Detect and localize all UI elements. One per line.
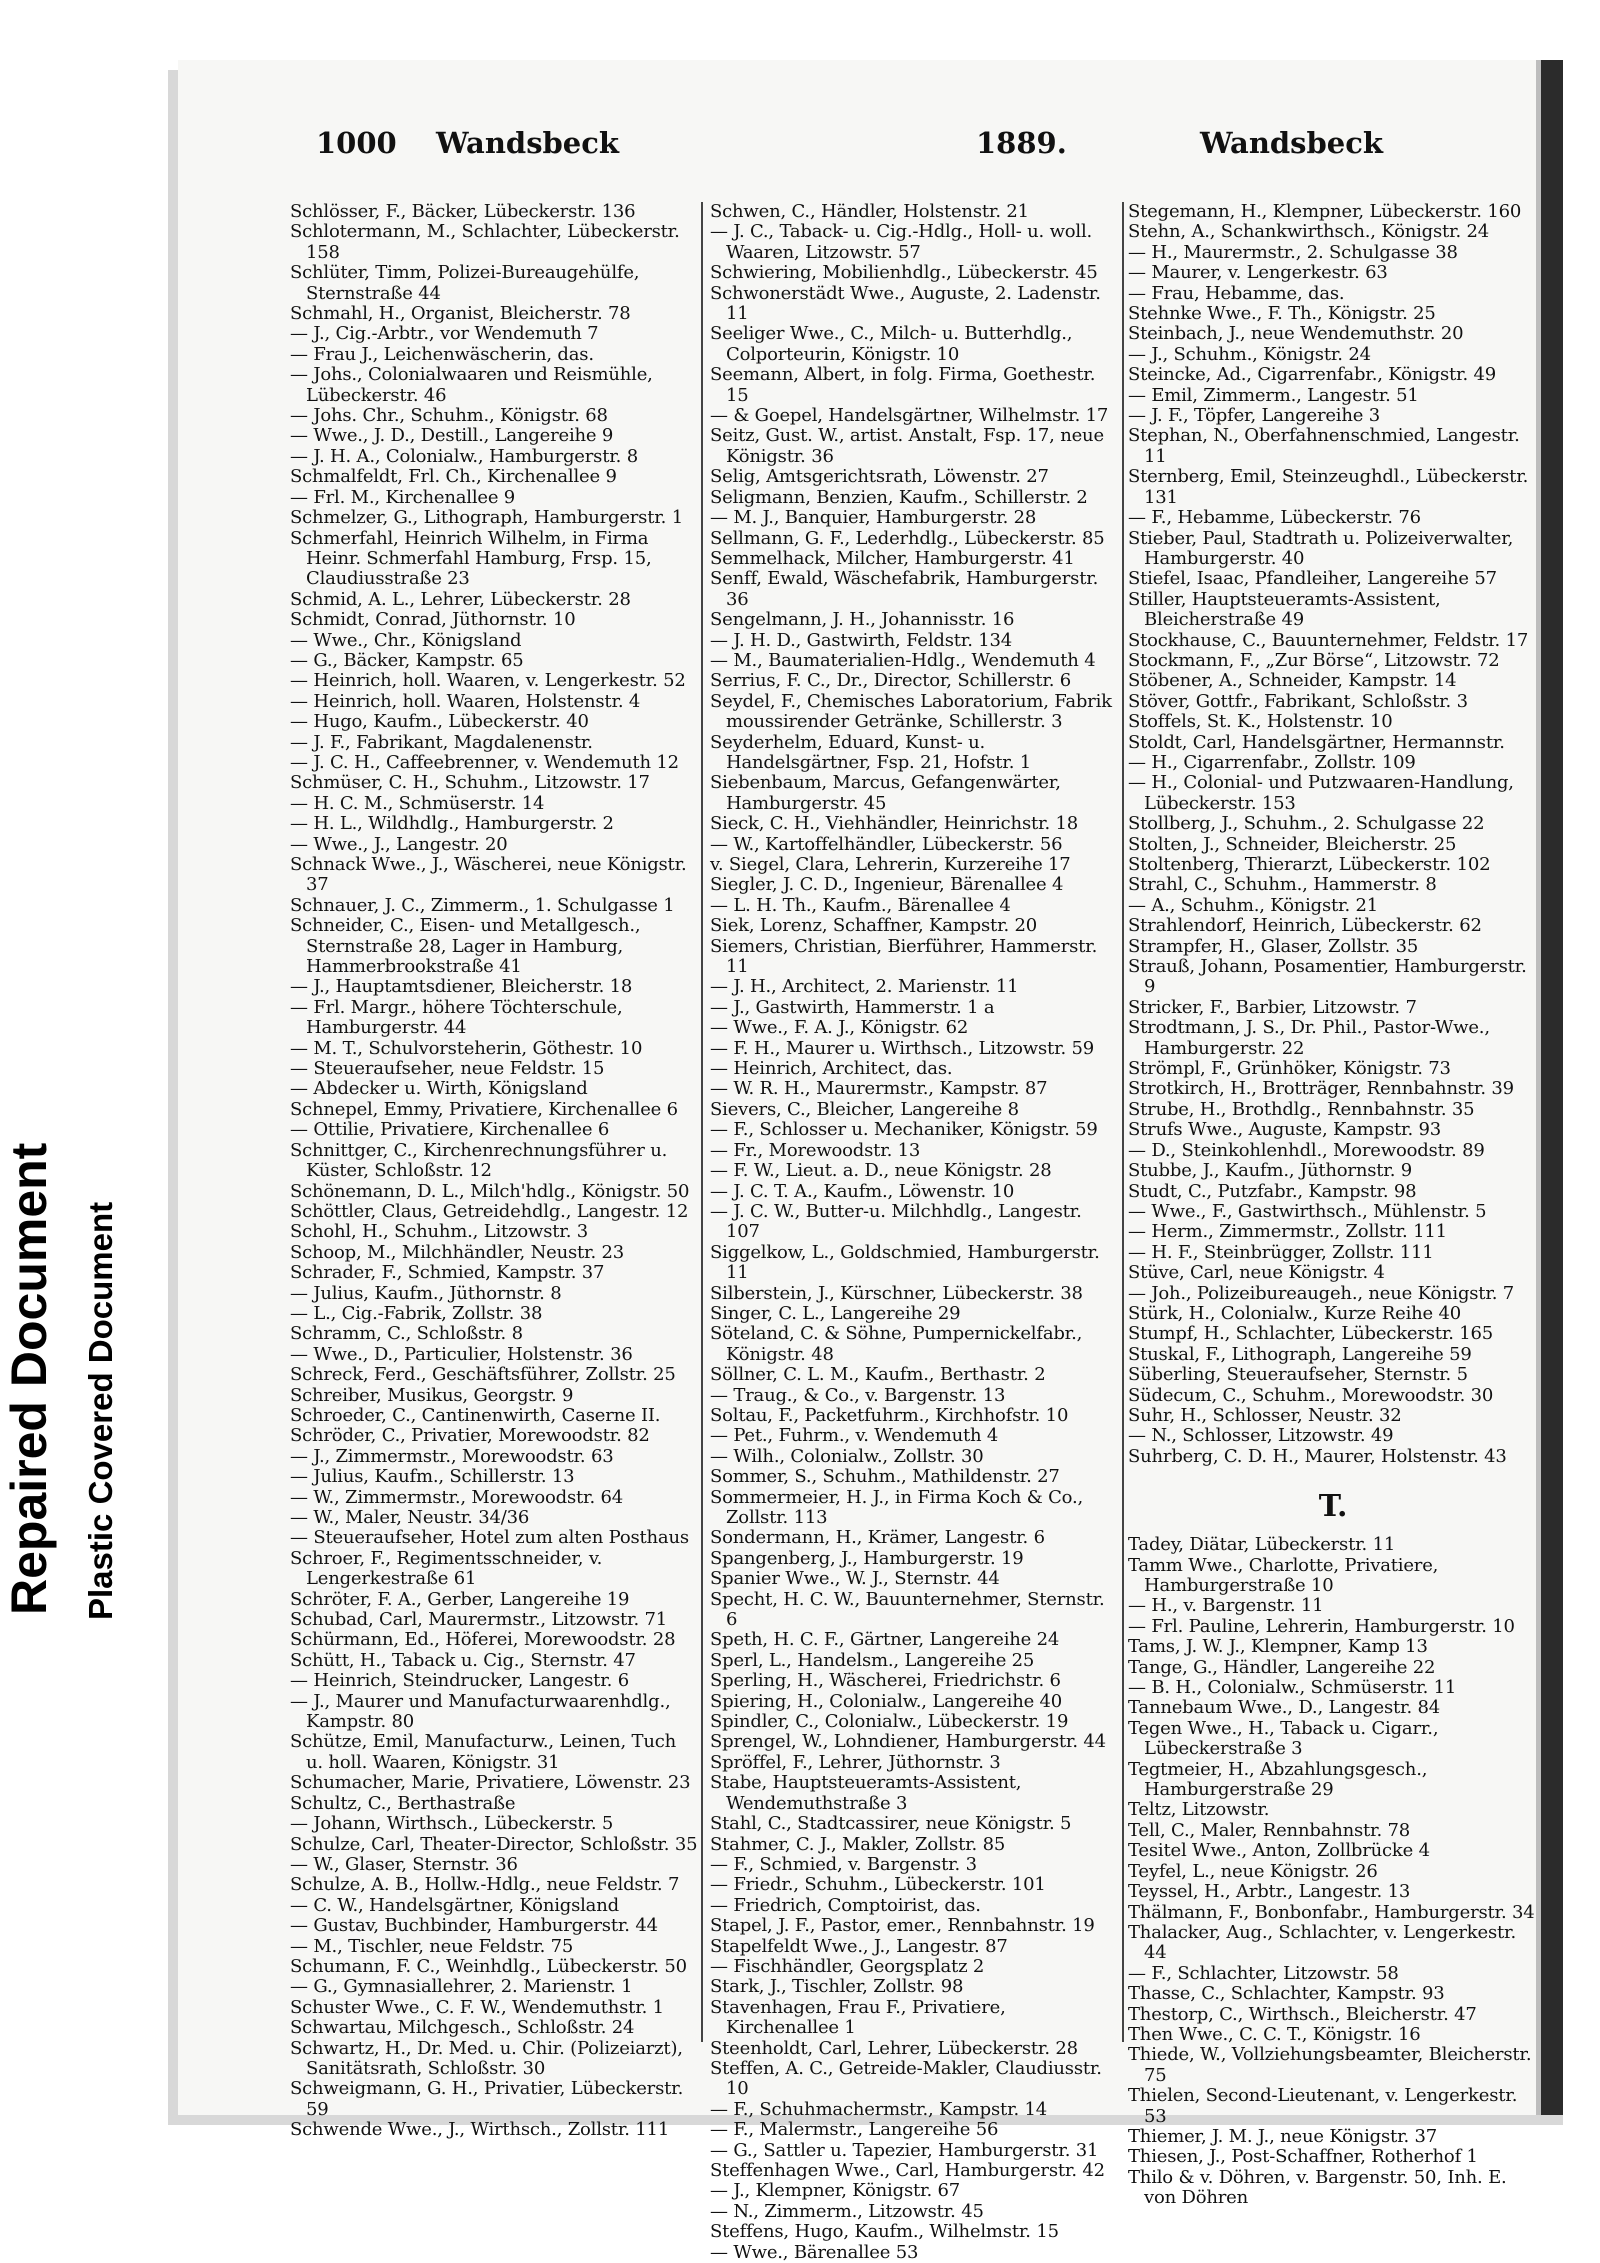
directory-entry: Steffenhagen Wwe., Carl, Hamburgerstr. 42 [710,2160,1105,2181]
directory-entry: Seitz, Gust. W., artist. Anstalt, Fsp. 17, neue Königstr. 36 [710,425,1104,467]
directory-entry: Schreiber, Musikus, Georgstr. 9 [290,1384,574,1406]
directory-entry: — Hugo, Kaufm., Lübeckerstr. 40 [290,711,589,733]
directory-entry: Thiesen, J., Post-Schaffner, Rotherhof 1 [1128,2146,1478,2168]
directory-entry: Seeliger Wwe., C., Milch- u. Butterhdlg., Colporteurin, Königstr. 10 [710,323,1073,365]
directory-entry: Soltau, F., Packetfuhrm., Kirchhofstr. 10 [710,1404,1069,1426]
directory-entry: — Johs., Colonialwaaren und Reismühle, Lübeckerstr. 46 [290,364,653,406]
directory-entry: — Traug., & Co., v. Bargenstr. 13 [710,1384,1006,1406]
directory-entry: Stabe, Hauptsteueramts-Assistent, Wendemuthstraße 3 [710,1772,1022,1814]
page-number: 1000 [316,126,397,160]
directory-entry: Tange, G., Händler, Langereihe 22 [1128,1656,1436,1678]
directory-entry: Speth, H. C. F., Gärtner, Langereihe 24 [710,1629,1060,1651]
directory-entry: Strömpl, F., Grünhöker, Königstr. 73 [1128,1058,1451,1080]
directory-entry: Strauß, Johann, Posamentier, Hamburgerstr. 9 [1128,956,1527,998]
directory-entry: — Wwe., D., Particulier, Holstenstr. 36 [290,1343,633,1365]
directory-entry: Seligmann, Benzien, Kaufm., Schillerstr. 2 [710,486,1088,508]
plastic-covered-label: Plastic Covered Document [82,1201,119,1620]
directory-entry: Thiede, W., Vollziehungsbeamter, Bleicherstr. 75 [1128,2044,1532,2086]
directory-entry: — J., Zimmermstr., Morewoodstr. 63 [290,1445,614,1467]
directory-entry: Schwonerstädt Wwe., Auguste, 2. Ladenstr. 11 [710,282,1101,325]
directory-entry: Strahl, C., Schuhm., Hammerstr. 8 [1128,874,1437,896]
directory-entry: Schönemann, D. L., Milch'hdlg., Königstr. 50 [290,1180,690,1202]
directory-entry: Siegler, J. C. D., Ingenieur, Bärenallee 4 [710,874,1064,896]
directory-entry: — Heinrich, Steindrucker, Langestr. 6 [290,1670,629,1692]
directory-entry: Stöver, Gottfr., Fabrikant, Schloßstr. 3 [1128,690,1468,712]
directory-entry: Stieber, Paul, Stadtrath u. Polizeiverwalter, Hamburgerstr. 40 [1128,527,1514,569]
directory-entry: Thälmann, F., Bonbonfabr., Hamburgerstr. 34 [1128,1901,1535,1923]
directory-entry: — F. H., Maurer u. Wirthsch., Litzowstr. 59 [710,1037,1095,1059]
directory-entry: — J. F., Töpfer, Langereihe 3 [1128,405,1380,427]
directory-entry: — Pet., Fuhrm., v. Wendemuth 4 [710,1425,999,1447]
directory-entry: Sprengel, W., Lohndiener, Hamburgerstr. 44 [710,1731,1106,1753]
directory-entry: Sengelmann, J. H., Johannisstr. 16 [710,609,1015,631]
directory-entry: Schröter, F. A., Gerber, Langereihe 19 [290,1588,630,1610]
directory-entry: Schmidt, Conrad, Jüthornstr. 10 [290,609,576,631]
header-year: 1889. [976,126,1067,160]
directory-entry: Stegemann, H., Klempner, Lübeckerstr. 160 [1128,201,1522,222]
directory-entry: — Wwe., F., Gastwirthsch., Mühlenstr. 5 [1128,1200,1487,1222]
directory-entry: Strampfer, H., Glaser, Zollstr. 35 [1128,935,1419,957]
directory-entry: Stahmer, C. J., Makler, Zollstr. 85 [710,1833,1006,1855]
directory-entry: Schlotermann, M., Schlachter, Lübeckerstr. 158 [290,221,680,263]
directory-entry: — H., Cigarrenfabr., Zollstr. 109 [1128,751,1416,773]
directory-entry: Schwende Wwe., J., Wirthsch., Zollstr. 111 [290,2119,670,2141]
directory-entry: — F., Schuhmachermstr., Kampstr. 14 [710,2098,1048,2120]
directory-entry: Sternberg, Emil, Steinzeughdl., Lübeckerstr. 131 [1128,466,1529,508]
directory-entry: Stiller, Hauptsteueramts-Assistent, Bleicherstraße 49 [1128,588,1441,631]
directory-entry: — J. C., Taback- u. Cig.-Hdlg., Holl- u. woll. Waaren, Litzowstr. 57 [710,221,1093,263]
directory-entry: Serrius, F. C., Dr., Director, Schillerstr. 6 [710,670,1072,692]
directory-entry: — Wwe., J., Langestr. 20 [290,833,508,855]
directory-column-1 [290,201,698,2141]
directory-entry: — J. C. T. A., Kaufm., Löwenstr. 10 [710,1180,1015,1202]
directory-entry: Tesitel Wwe., Anton, Zollbrücke 4 [1128,1840,1430,1862]
directory-entry: Strahlendorf, Heinrich, Lübeckerstr. 62 [1128,915,1482,937]
directory-entry: Thalacker, Aug., Schlachter, v. Lengerkestr. 44 [1128,1921,1516,1964]
directory-entry: Schnittger, C., Kirchenrechnungsführer u. Küster, Schloßstr. 12 [290,1139,668,1182]
directory-entry: Stubbe, J., Kaufm., Jüthornstr. 9 [1128,1160,1413,1182]
directory-entry: Stolten, J., Schneider, Bleicherstr. 25 [1128,833,1457,855]
directory-entry: — J. F., Fabrikant, Magdalenenstr. [290,731,593,753]
directory-entry: Singer, C. L., Langereihe 29 [710,1302,961,1324]
directory-entry: Seydel, F., Chemisches Laboratorium, Fabrik moussirender Getränke, Schillerstr. 3 [710,690,1112,733]
directory-entry: Stephan, N., Oberfahnenschmied, Langestr. 11 [1128,425,1520,467]
directory-entry: Stollberg, J., Schuhm., 2. Schulgasse 22 [1128,813,1485,835]
directory-entry: Stapel, J. F., Pastor, emer., Rennbahnstr. 19 [710,1915,1095,1937]
directory-entry: Tannebaum Wwe., D., Langestr. 84 [1128,1697,1440,1719]
directory-entry: Teyfel, L., neue Königstr. 26 [1128,1860,1378,1882]
directory-entry: — H. C. M., Schmüserstr. 14 [290,792,545,814]
directory-entry: Stehnke Wwe., F. Th., Königstr. 25 [1128,303,1436,325]
directory-entry: — M. T., Schulvorsteherin, Göthestr. 10 [290,1037,643,1059]
directory-entry: — M. J., Banquier, Hamburgerstr. 28 [710,507,1037,529]
directory-entry: Schroer, F., Regimentsschneider, v. Lengerkestraße 61 [290,1547,603,1590]
directory-entry: Strube, H., Brothdlg., Rennbahnstr. 35 [1128,1098,1475,1120]
directory-entry: — J., Maurer und Manufacturwaarenhdlg., Kampstr. 80 [290,1690,671,1733]
directory-entry: Stürk, H., Colonialw., Kurze Reihe 40 [1128,1302,1461,1324]
directory-entry: Schumacher, Marie, Privatiere, Löwenstr. 23 [290,1772,691,1794]
directory-entry: — F., Schmied, v. Bargenstr. 3 [710,1853,977,1875]
directory-entry: Steffen, A. C., Getreide-Makler, Claudiusstr. 10 [710,2057,1102,2100]
directory-entry: Schwiering, Mobilienhdlg., Lübeckerstr. 45 [710,262,1098,284]
directory-entry: Schmid, A. L., Lehrer, Lübeckerstr. 28 [290,588,631,610]
directory-entry: Stricker, F., Barbier, Litzowstr. 7 [1128,996,1417,1018]
directory-entry: Steffens, Hugo, Kaufm., Wilhelmstr. 15 [710,2221,1059,2243]
directory-entry: — W., Glaser, Sternstr. 36 [290,1853,518,1875]
directory-entry: Strodtmann, J. S., Dr. Phil., Pastor-Wwe., Hamburgerstr. 22 [1128,1017,1490,1059]
directory-entry: — Fischhändler, Georgsplatz 2 [710,1955,985,1977]
directory-entry: Schubad, Carl, Maurermstr., Litzowstr. 71 [290,1609,667,1631]
directory-entry: Schroeder, C., Cantinenwirth, Caserne II. [290,1404,661,1426]
directory-entry: Specht, H. C. W., Bauunternehmer, Sternstr. 6 [710,1588,1105,1631]
directory-entry: Stoffels, St. K., Holstenstr. 10 [1128,711,1393,733]
directory-entry: Seyderhelm, Eduard, Kunst- u. Handelsgärtner, Fsp. 21, Hofstr. 1 [710,731,1032,773]
directory-entry: Thiemer, J. M. J., neue Königstr. 37 [1128,2125,1438,2147]
directory-entry: — Heinrich, holl. Waaren, v. Lengerkestr. 52 [290,670,686,692]
directory-entry: — W., Maler, Neustr. 34/36 [290,1507,530,1528]
directory-entry: Stavenhagen, Frau F., Privatiere, Kirchenallee 1 [710,1996,1006,2039]
directory-entry: Thasse, C., Schlachter, Kampstr. 93 [1128,1983,1445,2005]
directory-entry: — Wwe., J. D., Destill., Langereihe 9 [290,425,614,447]
directory-entry: — Heinrich, holl. Waaren, Holstenstr. 4 [290,690,641,712]
directory-entry: — M., Baumaterialien-Hdlg., Wendemuth 4 [710,649,1096,671]
directory-entry: — H., Maurermstr., 2. Schulgasse 38 [1128,241,1458,263]
directory-entry: — Julius, Kaufm., Schillerstr. 13 [290,1466,575,1488]
directory-entry: — C. W., Handelsgärtner, Königsland [290,1894,619,1916]
directory-entry: Teltz, Litzowstr. [1128,1799,1270,1821]
directory-entry: Schmalfeldt, Frl. Ch., Kirchenallee 9 [290,466,617,488]
directory-entry: Schreck, Ferd., Geschäftsführer, Zollstr. 25 [290,1364,676,1386]
directory-entry: Stehn, A., Schankwirthsch., Königstr. 24 [1128,221,1490,243]
directory-entry: Tamm Wwe., Charlotte, Privatiere, Hamburgerstraße 10 [1128,1554,1439,1596]
column-rule [701,202,703,2042]
directory-entry: — M., Tischler, neue Feldstr. 75 [290,1935,574,1957]
directory-entry: Schoop, M., Milchhändler, Neustr. 23 [290,1241,625,1263]
directory-entry: Tell, C., Maler, Rennbahnstr. 78 [1128,1819,1411,1841]
directory-entry: — Wwe., Chr., Königsland [290,629,522,651]
directory-entry: Sieck, C. H., Viehhändler, Heinrichstr. 18 [710,813,1078,835]
directory-entry: — Johann, Wirthsch., Lübeckerstr. 5 [290,1813,614,1835]
directory-entry: Thilo & v. Döhren, v. Bargenstr. 50, Inh. E. von Döhren [1128,2166,1507,2209]
directory-entry: Tadey, Diätar, Lübeckerstr. 11 [1128,1534,1396,1556]
directory-entry: Schürmann, Ed., Höferei, Morewoodstr. 28 [290,1629,676,1651]
directory-entry: Sievers, C., Bleicher, Langereihe 8 [710,1098,1019,1120]
directory-entry: — & Goepel, Handelsgärtner, Wilhelmstr. 17 [710,405,1109,427]
directory-entry: — Frl. M., Kirchenallee 9 [290,486,516,508]
directory-entry: Senff, Ewald, Wäschefabrik, Hamburgerstr. 36 [710,568,1099,610]
directory-column-3 [1128,201,1538,2209]
directory-entry: Sellmann, G. F., Lederhdlg., Lübeckerstr. 85 [710,527,1105,549]
section-letter: T. [1318,1489,1348,1525]
directory-entry: Schmerfahl, Heinrich Wilhelm, in Firma Heinr. Schmerfahl Hamburg, Frsp. 15, Claudiusstraße 23 [290,527,652,590]
directory-entry: — G., Sattler u. Tapezier, Hamburgerstr. 31 [710,2139,1099,2161]
directory-entry: Schmahl, H., Organist, Bleicherstr. 78 [290,303,631,325]
book-spine [1541,60,1563,2115]
directory-entry: — F., Schlachter, Litzowstr. 58 [1128,1962,1399,1984]
directory-entry: — F., Malermstr., Langereihe 56 [710,2119,999,2141]
directory-entry: — A., Schuhm., Königstr. 21 [1128,894,1379,916]
directory-page [178,60,1563,2263]
directory-entry: — Wwe., F. A. J., Königstr. 62 [710,1017,969,1039]
directory-entry: Schnauer, J. C., Zimmerm., 1. Schulgasse 1 [290,894,675,916]
directory-entry: — L. H. Th., Kaufm., Bärenallee 4 [710,894,1011,916]
directory-entry: Thielen, Second-Lieutenant, v. Lengerkestr. 53 [1128,2085,1518,2127]
directory-entry: — Maurer, v. Lengerkestr. 63 [1128,262,1388,284]
directory-entry: Schulze, A. B., Hollw.-Hdlg., neue Feldstr. 7 [290,1874,680,1896]
directory-entry: Schuster Wwe., C. F. W., Wendemuthstr. 1 [290,1996,664,2018]
directory-entry: Schwen, C., Händler, Holstenstr. 21 [710,201,1029,222]
directory-entry: Spiering, H., Colonialw., Langereihe 40 [710,1690,1063,1712]
directory-entry: — Friedr., Schuhm., Lübeckerstr. 101 [710,1874,1046,1896]
directory-entry: Selig, Amtsgerichtsrath, Löwenstr. 27 [710,466,1049,488]
directory-entry: Stuskal, F., Lithograph, Langereihe 59 [1128,1343,1472,1365]
directory-entry: Sperling, H., Wäscherei, Friedrichstr. 6 [710,1670,1061,1692]
directory-entry: — H., Colonial- und Putzwaaren-Handlung, Lübeckerstr. 153 [1128,772,1514,814]
directory-entry: Strufs Wwe., Auguste, Kampstr. 93 [1128,1119,1441,1141]
directory-entry: — Steueraufseher, Hotel zum alten Posthaus [290,1527,689,1549]
directory-entry: — H., v. Bargenstr. 11 [1128,1595,1324,1617]
directory-entry: Schumann, F. C., Weinhdlg., Lübeckerstr. 50 [290,1955,687,1977]
directory-entry: Schöttler, Claus, Getreidehdlg., Langestr. 12 [290,1200,689,1222]
directory-entry: Strotkirch, H., Brotträger, Rennbahnstr. 39 [1128,1078,1514,1100]
directory-entry: — J., Hauptamtsdiener, Bleicherstr. 18 [290,976,633,998]
header-title-left: Wandsbeck [436,126,620,160]
directory-entry: Studt, C., Putzfabr., Kampstr. 98 [1128,1180,1417,1202]
directory-entry: — Herm., Zimmermstr., Zollstr. 111 [1128,1221,1447,1243]
directory-entry: Tegen Wwe., H., Taback u. Cigarr., Lübeckerstraße 3 [1128,1717,1439,1760]
directory-entry: — G., Gymnasiallehrer, 2. Marienstr. 1 [290,1976,633,1998]
directory-entry: — W. R. H., Maurermstr., Kampstr. 87 [710,1078,1048,1100]
directory-entry: Spröffel, F., Lehrer, Jüthornstr. 3 [710,1751,1001,1773]
directory-entry: — L., Cig.-Fabrik, Zollstr. 38 [290,1302,543,1324]
directory-entry: Schnack Wwe., J., Wäscherei, neue Königstr. 37 [290,854,687,896]
directory-entry: Schneider, C., Eisen- und Metallgesch., Sternstraße 28, Lager in Hamburg, Hammerbrookstraße 41 [290,915,641,978]
directory-entry: Schmüser, C. H., Schuhm., Litzowstr. 17 [290,772,650,794]
directory-entry: — Frau, Hebamme, das. [1128,282,1345,304]
column-rule [1122,202,1124,2042]
directory-entry: Seemann, Albert, in folg. Firma, Goethestr. 15 [710,364,1096,406]
directory-entry: Südecum, C., Schuhm., Morewoodstr. 30 [1128,1384,1494,1406]
repaired-document-label: Repaired Document [1,1142,57,1615]
directory-entry: — J., Schuhm., Königstr. 24 [1128,343,1371,365]
directory-entry: Schnepel, Emmy, Privatiere, Kirchenallee 6 [290,1098,678,1120]
directory-entry: Sondermann, H., Krämer, Langestr. 6 [710,1527,1045,1549]
directory-entry: — Joh., Polizeibureaugeh., neue Königstr. 7 [1128,1282,1515,1304]
directory-entry: — Gustav, Buchbinder, Hamburgerstr. 44 [290,1915,658,1937]
directory-entry: Tegtmeier, H., Abzahlungsgesch., Hamburgerstraße 29 [1128,1758,1428,1801]
directory-entry: v. Siegel, Clara, Lehrerin, Kurzereihe 17 [710,854,1071,875]
directory-entry: Steinbach, J., neue Wendemuthstr. 20 [1128,323,1464,345]
directory-entry: Schwartau, Milchgesch., Schloßstr. 24 [290,2017,635,2039]
directory-entry: Suhrberg, C. D. H., Maurer, Holstenstr. 43 [1128,1445,1507,1467]
directory-entry: — J. H. D., Gastwirth, Feldstr. 134 [710,629,1013,651]
directory-entry: — Ottilie, Privatiere, Kirchenallee 6 [290,1119,610,1141]
directory-entry: Schlösser, F., Bäcker, Lübeckerstr. 136 [290,201,636,222]
directory-entry: Söllner, C. L. M., Kaufm., Berthastr. 2 [710,1364,1046,1386]
directory-entry: Silberstein, J., Kürschner, Lübeckerstr. 38 [710,1282,1083,1304]
directory-entry: Sommermeier, H. J., in Firma Koch & Co., Zollstr. 113 [710,1486,1084,1528]
directory-entry: — B. H., Colonialw., Schmüserstr. 11 [1128,1677,1457,1699]
directory-entry: Stahl, C., Stadtcassirer, neue Königstr. 5 [710,1813,1072,1835]
header-title-right: Wandsbeck [1199,126,1383,160]
directory-entry: Stoltenberg, Thierarzt, Lübeckerstr. 102 [1128,854,1491,875]
directory-entry: Stockmann, F., „Zur Börse“, Litzowstr. 72 [1128,649,1500,671]
directory-entry: — J. H., Architect, 2. Marienstr. 11 [710,976,1019,998]
directory-entry: — Steueraufseher, neue Feldstr. 15 [290,1058,605,1080]
directory-entry: Teyssel, H., Arbtr., Langestr. 13 [1128,1881,1411,1903]
directory-entry: Semmelhack, Milcher, Hamburgerstr. 41 [710,547,1075,569]
directory-entry: — Abdecker u. Wirth, Königsland [290,1078,588,1100]
directory-entry: Schütze, Emil, Manufacturw., Leinen, Tuch u. holl. Waaren, Königstr. 31 [290,1731,676,1773]
directory-entry: — Frl. Pauline, Lehrerin, Hamburgerstr. 10 [1128,1615,1515,1637]
directory-entry: — N., Schlosser, Litzowstr. 49 [1128,1425,1394,1447]
directory-entry: Süberling, Steueraufseher, Sternstr. 5 [1128,1364,1468,1386]
directory-entry: Schlüter, Timm, Polizei-Bureaugehülfe, Sternstraße 44 [290,262,640,304]
directory-entry: Stöbener, A., Schneider, Kampstr. 14 [1128,670,1457,692]
directory-entry: — F., Schlosser u. Mechaniker, Königstr. 59 [710,1119,1098,1141]
directory-entry: Schmelzer, G., Lithograph, Hamburgerstr. 1 [290,507,683,529]
directory-entry: Schultz, C., Berthastraße [290,1792,516,1814]
directory-entry: — J. C. W., Butter-u. Milchhdlg., Langestr. 107 [710,1200,1082,1243]
directory-entry: Steincke, Ad., Cigarrenfabr., Königstr. 49 [1128,364,1497,386]
directory-entry: — J. C. H., Caffeebrenner, v. Wendemuth 12 [290,751,679,773]
directory-entry: — F. W., Lieut. a. D., neue Königstr. 28 [710,1160,1052,1182]
directory-entry: — W., Kartoffelhändler, Lübeckerstr. 56 [710,833,1063,855]
directory-entry: — J., Cig.-Arbtr., vor Wendemuth 7 [290,323,599,345]
directory-entry: — N., Zimmerm., Litzowstr. 45 [710,2200,984,2222]
directory-entry: Spangenberg, J., Hamburgerstr. 19 [710,1547,1024,1569]
directory-entry: Siemers, Christian, Bierführer, Hammerstr. 11 [710,935,1098,978]
directory-entry: Stark, J., Tischler, Zollstr. 98 [710,1976,964,1998]
directory-entry: Steenholdt, Carl, Lehrer, Lübeckerstr. 28 [710,2037,1078,2059]
directory-entry: — G., Bäcker, Kampstr. 65 [290,649,524,671]
directory-entry: Spindler, C., Colonialw., Lübeckerstr. 19 [710,1711,1069,1733]
directory-entry: — Wilh., Colonialw., Zollstr. 30 [710,1445,984,1467]
directory-entry: Stockhause, C., Bauunternehmer, Feldstr. 17 [1128,629,1529,651]
directory-entry: Sommer, S., Schuhm., Mathildenstr. 27 [710,1466,1060,1488]
directory-entry: Schohl, H., Schuhm., Litzowstr. 3 [290,1221,588,1243]
directory-entry: — Emil, Zimmerm., Langestr. 51 [1128,384,1419,406]
directory-entry: — J. H. A., Colonialw., Hamburgerstr. 8 [290,445,638,467]
directory-entry: Schramm, C., Schloßstr. 8 [290,1323,523,1345]
directory-entry: Stumpf, H., Schlachter, Lübeckerstr. 165 [1128,1323,1494,1345]
directory-entry: — H. F., Steinbrügger, Zollstr. 111 [1128,1241,1434,1263]
directory-entry: — W., Zimmermstr., Morewoodstr. 64 [290,1486,624,1508]
directory-entry: Siek, Lorenz, Schaffner, Kampstr. 20 [710,915,1038,937]
directory-entry: — D., Steinkohlenhdl., Morewoodstr. 89 [1128,1139,1485,1161]
directory-entry: — J., Klempner, Königstr. 67 [710,2180,960,2202]
directory-entry: — Wwe., Bärenallee 53 [710,2241,919,2263]
directory-entry: Schulze, Carl, Theater-Director, Schloßstr. 35 [290,1833,698,1855]
directory-entry: — Johs. Chr., Schuhm., Königstr. 68 [290,405,608,427]
directory-entry: Schrader, F., Schmied, Kampstr. 37 [290,1262,605,1284]
directory-entry: — Frau J., Leichenwäscherin, das. [290,343,594,365]
directory-entry: — F., Hebamme, Lübeckerstr. 76 [1128,507,1421,529]
directory-entry: Spanier Wwe., W. J., Sternstr. 44 [710,1568,1000,1590]
directory-entry: — H. L., Wildhdlg., Hamburgerstr. 2 [290,813,614,835]
directory-entry: — Julius, Kaufm., Jüthornstr. 8 [290,1282,562,1304]
directory-entry: Thestorp, C., Wirthsch., Bleicherstr. 47 [1128,2003,1477,2025]
directory-entry: Then Wwe., C. C. T., Königstr. 16 [1128,2023,1421,2045]
directory-entry: Schwartz, H., Dr. Med. u. Chir. (Polizeiarzt), Sanitätsrath, Schloßstr. 30 [290,2037,683,2079]
directory-entry: Stapelfeldt Wwe., J., Langestr. 87 [710,1935,1008,1957]
directory-entry: Stiefel, Isaac, Pfandleiher, Langereihe 57 [1128,568,1497,590]
page-header [316,118,1473,168]
directory-entry: Schweigmann, G. H., Privatier, Lübeckerstr. 59 [290,2078,684,2120]
directory-entry: Stoldt, Carl, Handelsgärtner, Hermannstr. [1128,731,1505,753]
directory-entry: — Friedrich, Comptoirist, das. [710,1894,981,1916]
directory-entry: — Heinrich, Architect, das. [710,1058,953,1080]
directory-entry: Suhr, H., Schlosser, Neustr. 32 [1128,1404,1402,1426]
directory-entry: — Fr., Morewoodstr. 13 [710,1139,921,1161]
directory-entry: Siebenbaum, Marcus, Gefangenwärter, Hamburgerstr. 45 [710,772,1061,814]
directory-entry: Schütt, H., Taback u. Cig., Sternstr. 47 [290,1649,636,1671]
directory-entry: Tams, J. W. J., Klempner, Kamp 13 [1128,1636,1428,1658]
directory-entry: Söteland, C. & Söhne, Pumpernickelfabr., Königstr. 48 [710,1323,1083,1365]
directory-entry: Stüve, Carl, neue Königstr. 4 [1128,1262,1385,1284]
directory-column-2 [710,201,1120,2263]
directory-entry: — J., Gastwirth, Hammerstr. 1 a [710,996,995,1018]
directory-entry: Siggelkow, L., Goldschmied, Hamburgerstr. 11 [710,1241,1100,1284]
directory-entry: — Frl. Margr., höhere Töchterschule, Hamburgerstr. 44 [290,996,623,1039]
directory-entry: Sperl, L., Handelsm., Langereihe 25 [710,1649,1035,1671]
directory-entry: Schröder, C., Privatier, Morewoodstr. 82 [290,1425,650,1447]
